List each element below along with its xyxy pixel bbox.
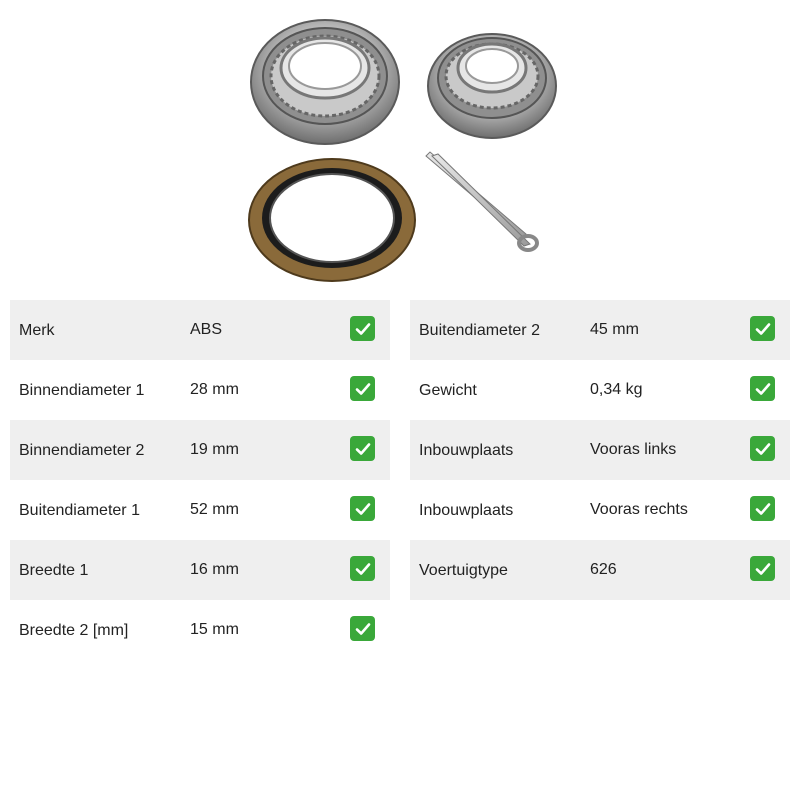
spec-row	[410, 540, 790, 600]
spec-row	[10, 420, 390, 480]
spec-value: 15 mm	[190, 621, 239, 638]
spec-value: 16 mm	[190, 561, 239, 578]
spec-value: 28 mm	[190, 381, 239, 398]
spec-label: Binnendiameter 1	[19, 382, 145, 399]
spec-row	[410, 420, 790, 480]
spec-row	[10, 600, 390, 660]
large-bearing-icon	[251, 20, 399, 144]
spec-label: Breedte 1	[19, 562, 89, 579]
spec-row	[10, 540, 390, 600]
check-mark-icon	[350, 376, 375, 401]
spec-value: 19 mm	[190, 441, 239, 458]
spec-row	[10, 360, 390, 420]
check-mark-icon	[750, 316, 775, 341]
spec-label: Buitendiameter 2	[419, 322, 540, 339]
spec-row	[410, 360, 790, 420]
product-image	[240, 10, 560, 290]
oil-seal-icon	[249, 159, 415, 281]
spec-value: 52 mm	[190, 501, 239, 518]
spec-row	[410, 480, 790, 540]
check-mark-icon	[750, 556, 775, 581]
spec-value: ABS	[190, 321, 223, 338]
spec-label: Inbouwplaats	[419, 502, 514, 519]
spec-value: 626	[590, 561, 617, 578]
spec-row	[410, 300, 790, 360]
spec-label: Inbouwplaats	[419, 442, 514, 459]
check-mark-icon	[350, 316, 375, 341]
spec-label: Merk	[19, 322, 55, 339]
small-bearing-icon	[428, 34, 556, 138]
spec-column-right	[410, 300, 790, 660]
spec-row	[10, 300, 390, 360]
spec-value: 0,34 kg	[590, 381, 643, 398]
spec-label: Voertuigtype	[419, 562, 508, 579]
check-mark-icon	[750, 436, 775, 461]
specifications-table	[10, 300, 790, 660]
spec-row	[10, 480, 390, 540]
spec-value: 45 mm	[590, 321, 639, 338]
spec-label: Binnendiameter 2	[19, 442, 145, 459]
spec-label: Gewicht	[419, 382, 477, 399]
cotter-pin-icon	[426, 152, 537, 250]
spec-label: Buitendiameter 1	[19, 502, 140, 519]
check-mark-icon	[350, 496, 375, 521]
check-mark-icon	[350, 436, 375, 461]
spec-label: Breedte 2 [mm]	[19, 622, 129, 639]
check-mark-icon	[350, 616, 375, 641]
spec-value: Vooras rechts	[590, 501, 688, 518]
spec-column-left	[10, 300, 390, 660]
check-mark-icon	[750, 496, 775, 521]
check-mark-icon	[750, 376, 775, 401]
check-mark-icon	[350, 556, 375, 581]
spec-value: Vooras links	[590, 441, 677, 458]
